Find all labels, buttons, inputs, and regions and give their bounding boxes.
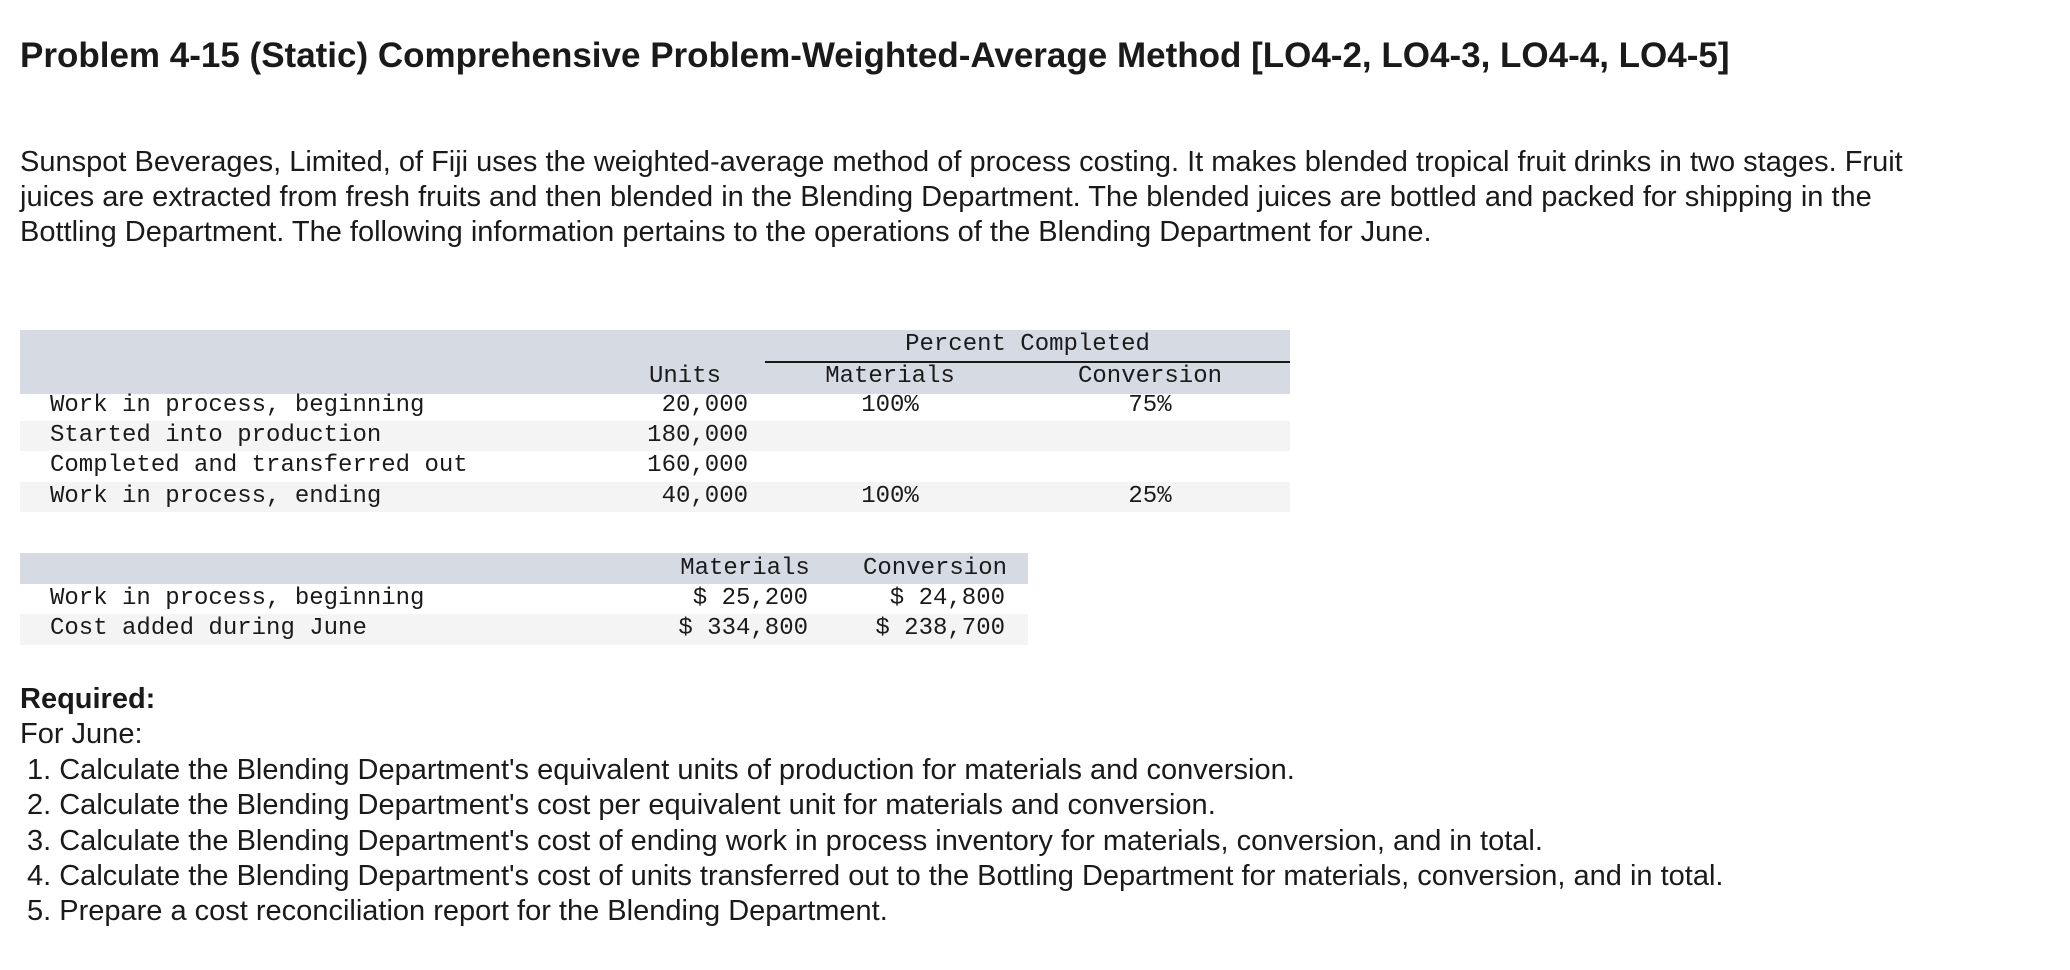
units-value: 160,000 bbox=[647, 452, 748, 479]
row-label: Cost added during June bbox=[50, 615, 367, 642]
materials-cost: $ 25,200 bbox=[692, 585, 808, 612]
units-table bbox=[20, 330, 1290, 514]
required-heading: Required: bbox=[20, 683, 156, 715]
problem-intro: Sunspot Beverages, Limited, of Fiji uses the weighted-average method of process costing. It makes blended tropical fruit drinks in two stages. Fruit juices are extracted from fresh fruits and then blended in the Blending Department. The blended juices are bottled and packed for shipping in the Bottling Department. The following information pertains to the operations of the Blending Department for June. bbox=[20, 146, 1903, 248]
problem-title: Problem 4-15 (Static) Comprehensive Problem-Weighted-Average Method [LO4-2, LO4-3, LO4-4, LO4-5] bbox=[20, 36, 1730, 75]
materials-cost: $ 334,800 bbox=[678, 615, 808, 642]
units-value: 180,000 bbox=[647, 422, 748, 449]
row-label: Completed and transferred out bbox=[50, 452, 468, 479]
materials-percent: 100% bbox=[861, 392, 919, 419]
list-item: 4. Calculate the Blending Department's cost of units transferred out to the Bottling Department for materials, conversion, and in total. bbox=[27, 859, 1724, 892]
col-header-conversion: Conversion bbox=[1077, 363, 1223, 390]
conversion-percent: 25% bbox=[1128, 483, 1172, 510]
row-label: Started into production bbox=[50, 422, 382, 449]
list-item: 1. Calculate the Blending Department's equivalent units of production for materials and conversion. bbox=[27, 754, 1295, 786]
col-header-materials: Materials bbox=[825, 363, 955, 390]
list-item: 5. Prepare a cost reconciliation report for the Blending Department. bbox=[27, 895, 888, 928]
required-subheading: For June: bbox=[20, 718, 143, 750]
conversion-cost: $ 238,700 bbox=[875, 615, 1005, 642]
row-label: Work in process, beginning bbox=[50, 392, 425, 419]
required-list bbox=[20, 753, 2020, 929]
col-header-materials: Materials bbox=[680, 555, 810, 582]
list-item: 3. Calculate the Blending Department's cost of ending work in process inventory for materials, conversion, and in total. bbox=[27, 824, 1543, 857]
units-value: 20,000 bbox=[661, 392, 748, 419]
cost-table bbox=[20, 553, 1028, 645]
list-item: 2. Calculate the Blending Department's cost per equivalent unit for materials and conversion. bbox=[27, 789, 1216, 822]
row-label: Work in process, ending bbox=[50, 483, 382, 510]
col-header-conversion: Conversion bbox=[862, 555, 1008, 582]
units-value: 40,000 bbox=[661, 483, 748, 510]
row-label: Work in process, beginning bbox=[50, 585, 425, 612]
conversion-cost: $ 24,800 bbox=[889, 585, 1005, 612]
conversion-percent: 75% bbox=[1128, 392, 1172, 419]
col-header-units: Units bbox=[648, 363, 721, 390]
percent-completed-header: Percent Completed bbox=[905, 331, 1150, 358]
materials-percent: 100% bbox=[861, 483, 919, 510]
